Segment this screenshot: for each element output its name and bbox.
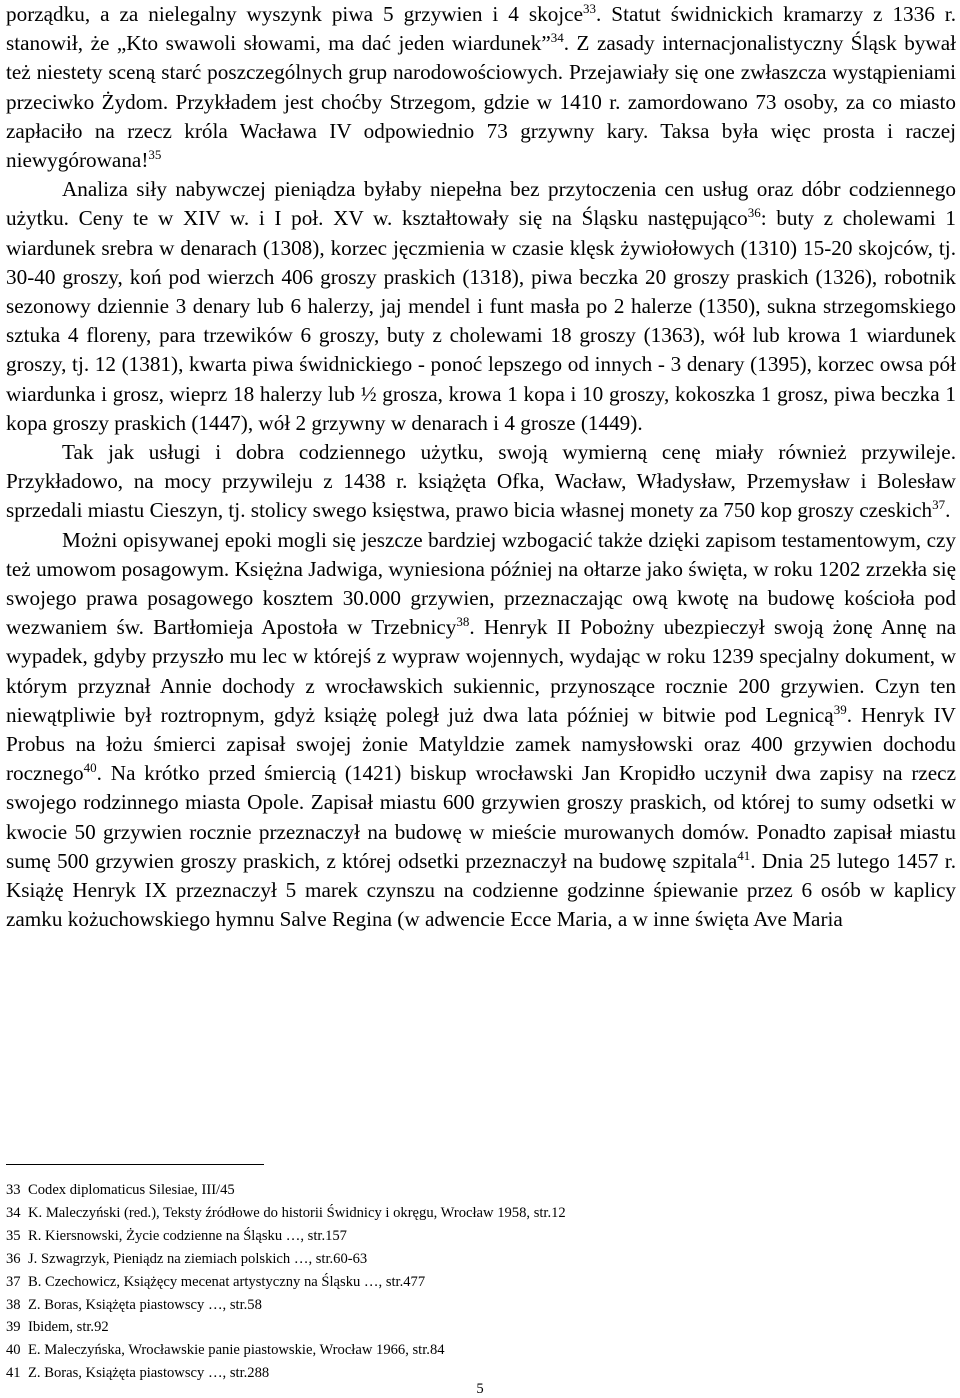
paragraph-text: . Z zasady internacjonalistyczny Śląsk bywał też niestety sceną starć poszczególnych grup narodowościowych. Przejawiały się one zwłaszcza wystąpieniami przeciwko Żydom. Przykładem jest choćby Strzegom, gdzie w 1410 r. zamordowano 73 osoby, za co miasto zapłaciło na rzecz króla Wacława IV odpowiednio 73 grzywny kary. Taksa była więc prosta i raczej niewygórowana!	[6, 31, 956, 173]
paragraph-3	[6, 438, 956, 526]
page-number: 5	[476, 1381, 484, 1397]
footnote-item	[6, 1339, 906, 1362]
footnote-item	[6, 1271, 906, 1294]
paragraph-text: Możni opisywanej epoki mogli się jeszcze bardziej wzbogacić także dzięki zapisom testamentowym, czy też umowom posagowym. Księżna Jadwiga, wyniesiona później na ołtarze jako święta, w roku 1202 zrzekła się swojego prawa posagowego kosztem 30.000 grzywien, przeznaczając ową kwotę na budowę kościoła pod wezwaniem św. Bartłomieja Apostoła w Trzebnicy	[6, 527, 956, 640]
footnote-item	[6, 1248, 906, 1271]
footnote-text: B. Czechowicz, Książęcy mecenat artystyczny na Śląsku …, str.477	[28, 1273, 426, 1290]
footnote-text: Ibidem, str.92	[28, 1319, 109, 1336]
footnote-item	[6, 1179, 906, 1202]
footnote-separator	[6, 1164, 264, 1165]
footnote-ref-37: 37	[932, 497, 946, 513]
footnote-item	[6, 1316, 906, 1339]
footnote-number: 39	[6, 1319, 21, 1336]
paragraph-text: . Henryk IV Probus na łożu śmierci zapisał swojej żonie Matyldzie zamek namysłowski oraz 400 grzywien dochodu rocznego	[6, 702, 956, 786]
footnote-ref-33: 33	[583, 1, 596, 16]
paragraph-text: porządku, a za nielegalny wyszynk piwa 5 grzywien i 4 skojce	[6, 2, 583, 26]
footnote-number: 36	[6, 1250, 21, 1267]
footnote-item	[6, 1225, 906, 1248]
footnote-number: 40	[6, 1342, 21, 1359]
body-text	[6, 0, 956, 935]
footnote-text: E. Maleczyńska, Wrocławskie panie piastowskie, Wrocław 1966, str.84	[28, 1342, 445, 1359]
paragraph-text: . Dnia 25 lutego 1457 r. Książę Henryk IX przeznaczył 5 marek czynszu na codzienne godzinne śpiewanie przez 6 osób w kaplicy zamku kożuchowskiego hymnu Salve Regina (w adwencie Ecce Maria, a w inne święta Ave Maria	[6, 848, 956, 932]
paragraph-text: Analiza siły nabywczej pieniądza byłaby niepełna bez przytoczenia cen usług oraz dóbr codziennego użytku. Ceny te w XIV w. i I poł. XV w. kształtowały się na Śląsku następująco	[6, 177, 956, 231]
footnote-number: 35	[6, 1227, 21, 1244]
footnote-text: Codex diplomaticus Silesiae, III/45	[28, 1182, 235, 1198]
paragraph-text: . Henryk II Pobożny ubezpieczył swoją żonę Annę na wypadek, gdyby przyszło mu lec w którejś z wypraw wojennych, wydając w roku 1239 specjalny dokument, w którym przyznał Annie dochody z wrocławskich sukiennic, przynoszące rocznie 200 grzywien. Czyn ten niewątpliwie był roztropnym, gdyż książę poległ już dwa lata później w bitwie pod Legnicą	[6, 615, 956, 727]
paragraph-text: : buty z cholewami 1 wiardunek srebra w denarach (1308), korzec jęczmienia w czasie klęsk żywiołowych (1310) 15-20 skojców, tj. 30-40 groszy, koń pod wierzch 406 groszy praskich (1318), piwa beczka 20 groszy praskich (1326), robotnik sezonowy dziennie 3 denary lub 6 halerzy, jaj mendel i funt masła po 2 halerze (1350), sukna strzegomskiego sztuka 4 floreny, para trzewików 6 groszy, buty z cholewami 18 groszy (1363), wół lub krowa 1 wiardunek groszy, tj. 12 (1381), kwarta piwa świdnickiego - ponoć lepszego od innych - 3 denary (1395), korzec owsa pół wiardunka i grosz, wieprz 18 halerzy lub ½ grosza, krowa 1 kopa i 10 groszy, kokoszka 1 grosz, piwa beczka 1 kopa groszy praskich (1447), wół 2 grzywny w denarach i 4 grosze (1449).	[6, 206, 956, 435]
footnote-item	[6, 1294, 906, 1317]
footnote-number: 33	[6, 1182, 21, 1198]
footnote-ref-41: 41	[737, 847, 751, 863]
footnote-number: 37	[6, 1273, 21, 1290]
footnote-number: 41	[6, 1365, 21, 1382]
paragraph-text: . Na krótko przed śmiercią (1421) biskup wrocławski Jan Kropidło uczynił dwa zapisy na rzecz swojego rodzinnego miasta Opole. Zapisał miastu 600 grzywien groszy praskich, od której to sumy odsetki w kwocie 50 grzywien rocznie przeznaczył na budowę w mieście murowanych domów. Ponadto zapisał miastu sumę 500 grzywien groszy praskich, z której odsetki przeznaczył na budowę szpitala	[6, 761, 956, 873]
paragraph-text: .	[945, 498, 951, 523]
footnote-ref-40: 40	[83, 760, 97, 776]
footnote-ref-38: 38	[456, 614, 470, 630]
paragraph-1	[6, 0, 956, 175]
footnote-ref-35: 35	[148, 147, 162, 163]
footnote-text: Z. Boras, Książęta piastowscy …, str.288	[28, 1365, 270, 1382]
paragraph-text: Tak jak usługi i dobra codziennego użytku, swoją wymierną cenę miały również przywileje. Przykładowo, na mocy przywileju z 1438 r. książęta Ofka, Wacław, Władysław, Przemysław i Bolesław sprzedali miastu Cieszyn, tj. stolicy swego księstwa, prawo bicia własnej monety za 750 kop groszy czeskich	[6, 440, 956, 523]
paragraph-text: . Statut świdnickich kramarzy z 1336 r. stanowił, że „Kto swawoli słowami, ma dać jeden wiardunek”	[6, 2, 956, 56]
footnote-text: J. Szwagrzyk, Pieniądz na ziemiach polskich …, str.60-63	[28, 1250, 368, 1267]
footnote-number: 38	[6, 1296, 21, 1313]
footnote-number: 34	[6, 1204, 21, 1221]
footnote-item	[6, 1202, 906, 1225]
footnote-text: R. Kiersnowski, Życie codzienne na Śląsku …, str.157	[28, 1227, 347, 1244]
footnote-text: K. Maleczyński (red.), Teksty źródłowe do historii Świdnicy i okręgu, Wrocław 1958, str.12	[28, 1204, 566, 1221]
footnotes	[6, 1179, 906, 1385]
footnote-ref-34: 34	[550, 30, 564, 46]
paragraph-2	[6, 175, 956, 438]
footnote-text: Z. Boras, Książęta piastowscy …, str.58	[28, 1296, 262, 1313]
paragraph-4	[6, 526, 956, 935]
footnote-ref-36: 36	[747, 205, 761, 221]
footnote-ref-39: 39	[833, 701, 847, 717]
